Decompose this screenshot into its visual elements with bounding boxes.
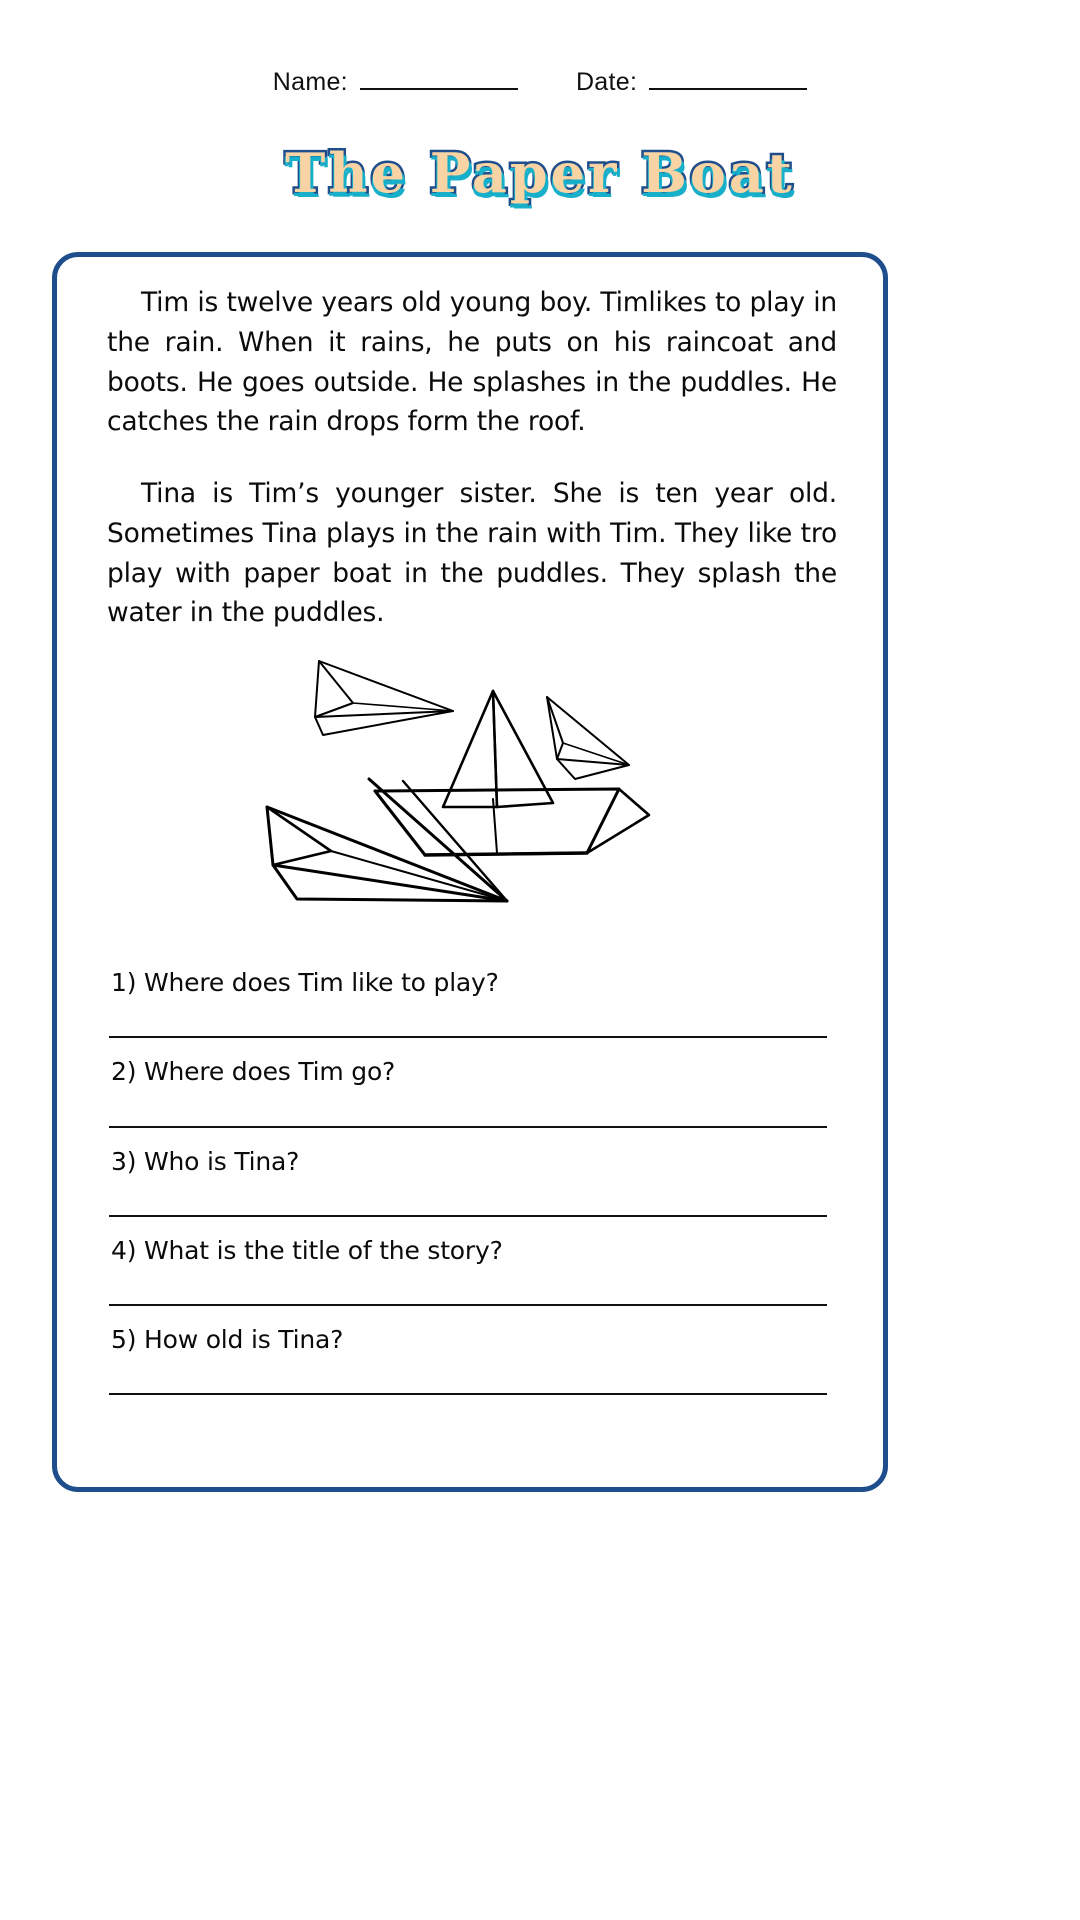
question-item — [109, 1235, 833, 1306]
questions-list — [109, 967, 833, 1413]
question-item — [109, 1056, 833, 1127]
question-item — [109, 1146, 833, 1217]
worksheet-header — [0, 68, 1080, 97]
passage-paragraph: Tina is Tim’s younger sister. She is ten year old. Sometimes Tina plays in the rain with Tim. They like tro play with paper boat in the puddles. They splash the water in the puddles. — [107, 478, 837, 629]
page-title: The Paper Boat — [285, 141, 795, 205]
name-label: Name: — [272, 68, 348, 96]
date-field-group — [576, 68, 807, 97]
question-text: 2) Where does Tim go? — [111, 1057, 396, 1087]
question-item — [109, 1324, 833, 1395]
answer-line[interactable] — [109, 1304, 827, 1306]
paper-boat-illustration — [257, 639, 677, 929]
name-write-line[interactable] — [360, 69, 518, 90]
answer-line[interactable] — [109, 1215, 827, 1217]
question-text: 5) How old is Tina? — [111, 1325, 344, 1354]
answer-line[interactable] — [109, 1036, 827, 1038]
worksheet-content-box — [52, 252, 888, 1492]
passage-paragraph: Tim is twelve years old young boy. Timlikes to play in the rain. When it rains, he puts on his raincoat and boots. He goes outside. He splashes in the puddles. He catches the rain drops form the roof. — [107, 287, 837, 438]
answer-line[interactable] — [109, 1126, 827, 1128]
date-write-line[interactable] — [649, 69, 807, 90]
reading-passage — [107, 283, 837, 633]
question-item — [109, 967, 833, 1038]
question-text: 1) Where does Tim like to play? — [111, 968, 499, 997]
paper-airplane-large-icon — [267, 779, 507, 901]
paper-airplane-right-icon — [547, 697, 629, 779]
answer-line[interactable] — [109, 1393, 827, 1395]
date-label: Date: — [575, 68, 638, 96]
question-text: 4) What is the title of the story? — [111, 1235, 503, 1265]
page-title-wrap — [0, 141, 1080, 226]
name-field-group — [273, 68, 518, 97]
paper-airplane-left-icon — [315, 661, 453, 735]
question-text: 3) Who is Tina? — [111, 1146, 300, 1176]
